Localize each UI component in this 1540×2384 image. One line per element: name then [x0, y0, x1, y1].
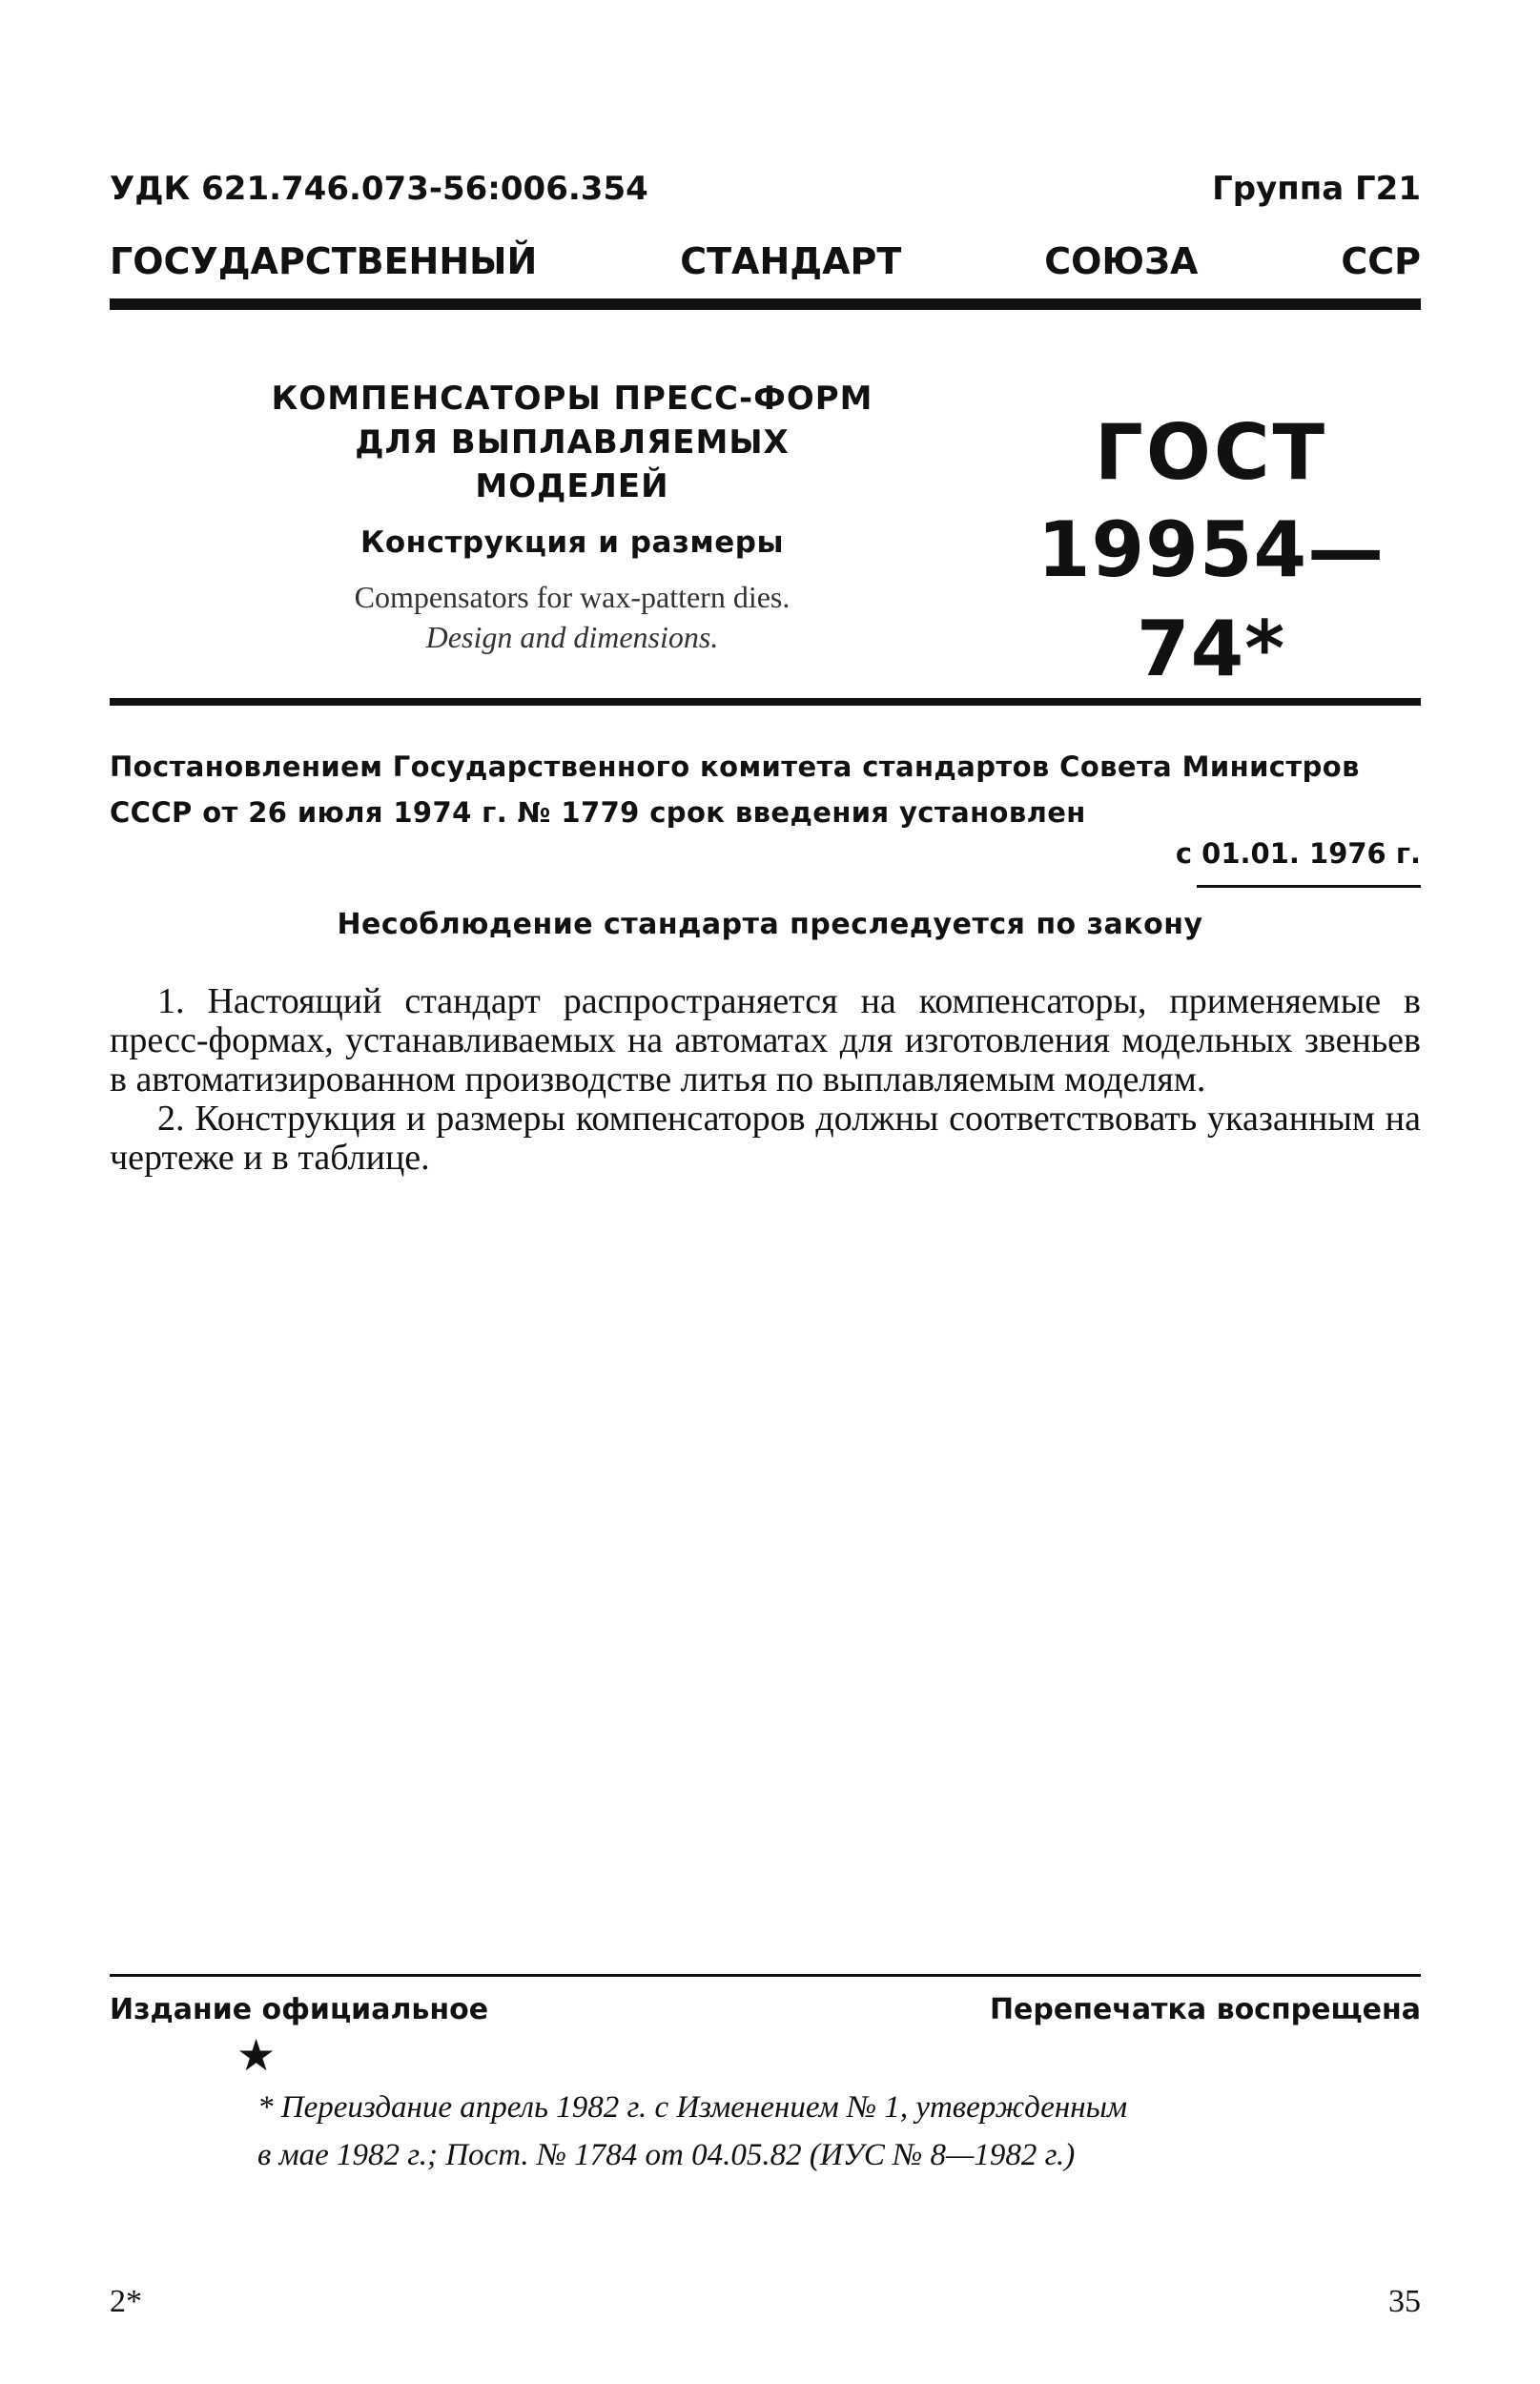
- gost-label: ГОСТ: [1094, 408, 1328, 497]
- footnote-line-2: в мае 1982 г.; Пост. № 1784 от 04.05.82 (ИУС № 8—1982 г.): [257, 2138, 1076, 2172]
- official-edition: Издание официальное: [110, 1993, 489, 2026]
- decree-text: Постановлением Государственного комитета стандартов Совета Министров СССР от 26 июля 1974 г. № 1779 срок введения установлен: [110, 750, 1360, 829]
- middle-rule: [110, 698, 1421, 706]
- footnote: [257, 2084, 1354, 2179]
- title-line-1: КОМПЕНСАТОРЫ ПРЕСС-ФОРМ: [271, 380, 873, 418]
- law-notice: Несоблюдение стандарта преследуется по закону: [337, 908, 1203, 941]
- title-block: [267, 377, 877, 657]
- paragraph-1: 1. Настоящий стандарт распространяется на компенсаторы, применяемые в пресс-формах, устанавливаемых на автоматах для изготовления модельных звеньев в автоматизированном производстве литья по выплавляемым моделям.: [110, 981, 1421, 1100]
- udk-code: УДК 621.746.073-56:006.354: [110, 170, 648, 208]
- body-text: [110, 982, 1421, 1178]
- state-standard-word-3: СОЮЗА: [1044, 240, 1199, 282]
- gost-designation: [992, 405, 1430, 699]
- top-rule: [110, 298, 1421, 310]
- title-line-2: ДЛЯ ВЫПЛАВЛЯЕМЫХ МОДЕЛЕЙ: [355, 423, 790, 505]
- state-standard-word-2: СТАНДАРТ: [680, 240, 902, 282]
- english-title-line-1: Compensators for wax-pattern dies.: [354, 580, 791, 614]
- state-standard-word-1: ГОСУДАРСТВЕННЫЙ: [110, 240, 538, 282]
- subtitle: Конструкция и размеры: [360, 525, 784, 560]
- footnote-line-1: * Переиздание апрель 1982 г. с Изменением № 1, утвержденным: [257, 2090, 1128, 2125]
- reprint-prohibited: Перепечатка воспрещена: [989, 1993, 1421, 2026]
- state-standard-word-4: ССР: [1341, 240, 1421, 282]
- footer-rule: [110, 1974, 1421, 1977]
- gost-number: 19954—74*: [1037, 505, 1386, 693]
- page-number: 35: [1388, 2284, 1421, 2319]
- signature-mark: 2*: [110, 2284, 142, 2319]
- star-icon: ★: [236, 2029, 277, 2081]
- paragraph-2: 2. Конструкция и размеры компенсаторов должны соответствовать указанным на чертеже и в таблице.: [110, 1099, 1421, 1178]
- state-standard-heading: [110, 240, 1421, 282]
- effective-date: с 01.01. 1976 г.: [1175, 837, 1421, 870]
- effective-date-underline: [1197, 885, 1421, 888]
- english-title-line-2: Design and dimensions.: [425, 620, 719, 654]
- group-code: Группа Г21: [1212, 170, 1421, 208]
